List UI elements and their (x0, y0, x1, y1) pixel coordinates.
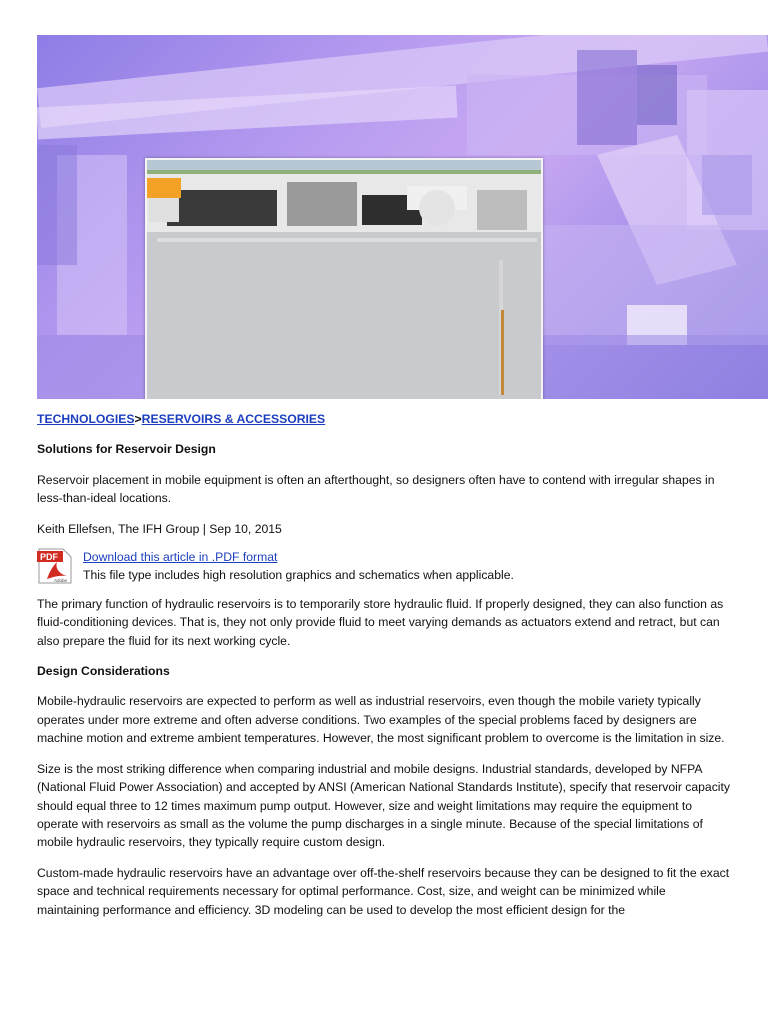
article-deck: Reservoir placement in mobile equipment is often an afterthought, so designers often have to contend with irregular shapes in less-than-ideal locations. (37, 472, 715, 506)
reservoir-photo-graphic (147, 160, 541, 399)
pdf-note: This file type includes high resolution graphics and schematics when applicable. (83, 568, 514, 583)
article-byline: Keith Ellefsen, The IFH Group | Sep 10, 2015 (37, 521, 282, 536)
breadcrumb-technologies-link[interactable]: TECHNOLOGIES (37, 412, 135, 426)
hero-image (37, 35, 768, 399)
breadcrumb (37, 410, 731, 428)
article-paragraph-1: The primary function of hydraulic reservoirs is to temporarily store hydraulic fluid. If properly designed, they can also function as fluid-conditioning devices. That is, they not only provide fluid to meet varying demands as actuators extend and retract, but can also prepare the fluid for its next working cycle. (37, 596, 724, 648)
breadcrumb-separator: > (134, 412, 142, 426)
pdf-file-icon[interactable] (37, 548, 75, 584)
article-paragraph-3: Size is the most striking difference when comparing industrial and mobile designs. Industrial standards, developed by NFPA (National Fluid Power Association) and accepted by ANSI (American National Standards Institute), specify that reservoir capacity should equal three to 12 times maximum pump output. However, size and weight limitations may require the equipment to operate with reservoirs as small as the volume the pump discharges in a single minute. Because of the special limitations of mobile hydraulic reservoirs, they typically require custom design. (37, 761, 730, 850)
breadcrumb-reservoirs-link[interactable]: RESERVOIRS & ACCESSORIES (141, 412, 326, 426)
pdf-icon-adobe-label: Adobe (54, 578, 68, 584)
article-body (37, 410, 731, 931)
article-title: Solutions for Reservoir Design (37, 442, 216, 457)
section-heading: Design Considerations (37, 664, 170, 679)
reservoir-photo (145, 158, 543, 399)
pdf-icon-label: PDF (40, 552, 58, 563)
pdf-text (83, 548, 514, 585)
pdf-download-block (37, 548, 731, 585)
pdf-download-link[interactable]: Download this article in .PDF format (83, 550, 278, 565)
article-paragraph-2: Mobile-hydraulic reservoirs are expected to perform as well as industrial reservoirs, even though the mobile variety typically operates under more extreme and often adverse conditions. Two examples of the special problems faced by designers are machine motion and extreme ambient temperatures. However, the most significant problem to overcome is the limitation in size. (37, 694, 725, 746)
article-paragraph-4: Custom-made hydraulic reservoirs have an advantage over off-the-shelf reservoirs because they can be designed to fit the exact space and technical requirements necessary for optimal performance. Cost, size, and weight can be minimized while maintaining performance and efficiency. 3D modeling can be used to develop the most efficient design for the (37, 865, 730, 917)
